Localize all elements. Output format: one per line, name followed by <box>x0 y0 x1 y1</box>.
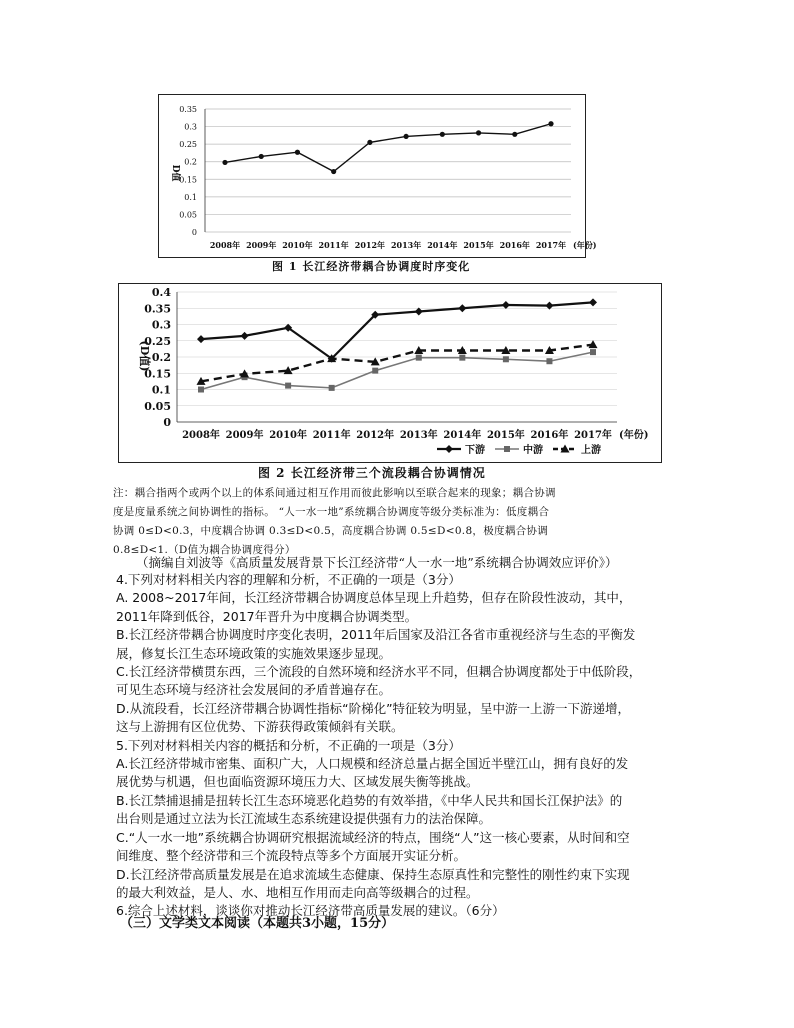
option-line: 这与上游拥有区位优势、下游获得政策倾斜有关联。 <box>116 719 404 735</box>
option-line: D.长江经济带高质量发展是在追求流域生态健康、保持生态原真性和完整性的刚性约束下实现 <box>116 866 630 882</box>
data-point <box>503 356 509 362</box>
x-tick-label: 2008年 <box>182 430 220 441</box>
note-line: 协调 0≤D<0.3，中度耦合协调 0.3≤D<0.5，高度耦合协调 0.5≤D<0.8，极度耦合协调 <box>113 525 549 537</box>
figure-2-caption: 图 2 长江经济带三个流段耦合协调情况 <box>258 466 486 480</box>
question-6-stem: 6.综合上述材料，谈谈你对推动长江经济带高质量发展的建议。（6分） <box>116 903 505 919</box>
y-tick-label: 0.15 <box>144 367 171 381</box>
series-line-upstream <box>201 345 593 382</box>
data-point <box>476 130 481 135</box>
series-line-downstream <box>201 302 593 358</box>
data-point <box>198 387 204 393</box>
y-axis-label: (D值) <box>138 340 151 372</box>
y-tick-label: 0.05 <box>179 210 197 220</box>
data-point <box>445 445 453 453</box>
y-tick-label: 0 <box>191 228 197 237</box>
data-point <box>589 298 597 306</box>
data-point <box>590 349 596 355</box>
option-line: 可见生态环境与经济社会发展间的矛盾普遍存在。 <box>116 682 392 698</box>
figure-1-caption: 图 1 长江经济带耦合协调度时序变化 <box>272 260 471 273</box>
option-line: 出台则是通过立法为长江流域生态系统建设提供强有力的法治保障。 <box>116 811 492 827</box>
data-point <box>546 358 552 364</box>
option-line: 间维度、整个经济带和三个流段特点等多个方面展开实证分析。 <box>116 848 467 864</box>
y-tick-label: 0.25 <box>144 334 171 348</box>
data-point <box>416 355 422 361</box>
x-tick-label: 2010年 <box>282 240 313 250</box>
data-point <box>197 335 205 343</box>
note-line: 度是度量系统之间协调性的指标。 “人一水一地”系统耦合协调度等级分类标准为：低度耦合 <box>113 506 550 518</box>
note-line: 注：耦合指两个或两个以上的体系间通过相互作用而彼此影响以至联合起来的现象；耦合协调 <box>113 487 556 499</box>
note-line: 0.8≤D<1.（D值为耦合协调度得分） <box>113 544 296 556</box>
data-point <box>259 154 264 159</box>
data-point <box>458 304 466 312</box>
x-tick-label: 2013年 <box>390 240 422 250</box>
data-point <box>512 132 517 137</box>
y-tick-label: 0 <box>163 416 171 429</box>
section-title: （三）文学类文本阅读（本题共3小题，15分） <box>120 916 395 931</box>
option-line: B.长江经济带耦合协调度时序变化表明，2011年后国家及沿江各省市重视经济与生态的平衡发 <box>116 627 636 643</box>
x-tick-label: 2015年 <box>463 240 494 250</box>
x-tick-label: 2012年 <box>354 240 386 250</box>
data-point <box>285 383 291 389</box>
question-4-stem: 4.下列对材料相关内容的理解和分析，不正确的一项是（3分） <box>116 572 461 587</box>
legend-label: 下游 <box>465 445 485 456</box>
x-tick-label: 2017年 <box>574 430 612 441</box>
legend-label: 中游 <box>523 445 543 456</box>
x-tick-label: 2016年 <box>530 430 569 441</box>
figure-2-chart <box>118 283 662 463</box>
data-point <box>459 355 465 361</box>
x-tick-label: 2015年 <box>486 430 525 441</box>
data-point <box>504 446 510 452</box>
source-citation: （摘编自刘波等《高质量发展背景下长江经济带“人一水一地”系统耦合协调效应评价》） <box>136 555 618 570</box>
y-tick-label: 0.1 <box>184 192 197 202</box>
x-tick-label: 2009年 <box>246 240 277 250</box>
figure-1-svg <box>159 95 597 257</box>
y-axis-label: D值 <box>170 164 180 182</box>
data-point <box>222 160 227 165</box>
y-tick-label: 0.4 <box>151 286 171 299</box>
y-tick-label: 0.2 <box>151 351 171 364</box>
x-tick-label: 2016年 <box>499 240 530 250</box>
x-tick-label: 2011年 <box>312 430 351 441</box>
x-tick-label: 2017年 <box>535 240 567 250</box>
x-tick-label: 2009年 <box>225 430 264 441</box>
option-line: A. 2008~2017年间，长江经济带耦合协调度总体呈现上升趋势，但存在阶段性波动，其中， <box>116 590 632 606</box>
x-tick-label: 2011年 <box>318 240 349 250</box>
question-5-stem: 5.下列对材料相关内容的概括和分析，不正确的一项是（3分） <box>116 737 461 753</box>
y-tick-label: 0.35 <box>179 105 197 114</box>
option-line: C.“人一水一地”系统耦合协调研究根据流域经济的特点，围绕“人”这一核心要素，从时间和空 <box>116 829 630 845</box>
figure-2-svg <box>119 284 661 462</box>
data-point <box>404 134 409 139</box>
legend-label: 上游 <box>581 445 601 456</box>
data-point <box>415 308 423 316</box>
x-axis-label: (年份) <box>573 240 597 250</box>
data-point <box>241 332 249 340</box>
x-tick-label: 2014年 <box>427 240 458 250</box>
option-line: 展，修复长江生态环境政策的实施效果逐步显现。 <box>116 645 392 661</box>
data-point <box>295 150 300 155</box>
x-tick-label: 2008年 <box>209 240 241 250</box>
option-line: 的最大利效益，是人、水、地相互作用而走向高等级耦合的过程。 <box>116 884 479 900</box>
series-line-midstream <box>201 352 593 389</box>
y-tick-label: 0.05 <box>144 399 171 413</box>
note-paragraph <box>113 484 683 560</box>
figure-1-chart <box>158 94 597 258</box>
data-point <box>372 368 378 374</box>
y-tick-label: 0.35 <box>144 302 171 316</box>
data-point <box>502 301 510 309</box>
option-line: D.从流段看，长江经济带耦合协调性指标“阶梯化”特征较为明显，呈中游一上游一下游递增， <box>116 700 631 716</box>
y-tick-label: 0.3 <box>184 122 197 132</box>
data-point <box>329 385 335 391</box>
option-line: 2011年降到低谷，2017年晋升为中度耦合协调类型。 <box>116 608 418 624</box>
x-tick-label: 2014年 <box>443 430 482 441</box>
x-tick-label: 2012年 <box>356 430 395 441</box>
option-line: 展优势与机遇，但也面临资源环境压力大、区域发展失衡等挑战。 <box>116 774 479 790</box>
data-point <box>367 140 372 145</box>
option-line: C.长江经济带横贯东西，三个流段的自然环境和经济水平不同，但耦合协调度都处于中低阶段， <box>116 664 642 680</box>
y-tick-label: 0.2 <box>184 157 197 167</box>
series-line <box>225 124 551 172</box>
y-tick-label: 0.3 <box>151 318 171 332</box>
x-tick-label: 2013年 <box>399 430 438 441</box>
option-line: B.长江禁捕退捕是扭转长江生态环境恶化趋势的有效举措，《中华人民共和国长江保护法》的 <box>116 792 623 808</box>
x-axis-label: (年份) <box>619 430 649 441</box>
data-point <box>331 169 336 174</box>
y-tick-label: 0.15 <box>179 175 197 185</box>
y-tick-label: 0.1 <box>151 383 171 397</box>
y-tick-label: 0.25 <box>179 140 197 150</box>
questions-block <box>116 571 686 921</box>
option-line: A.长江经济带城市密集、面积广大，人口规模和经济总量占据全国近半壁江山，拥有良好的发 <box>116 756 629 772</box>
data-point <box>440 132 445 137</box>
x-tick-label: 2010年 <box>269 430 308 441</box>
data-point <box>548 121 553 126</box>
